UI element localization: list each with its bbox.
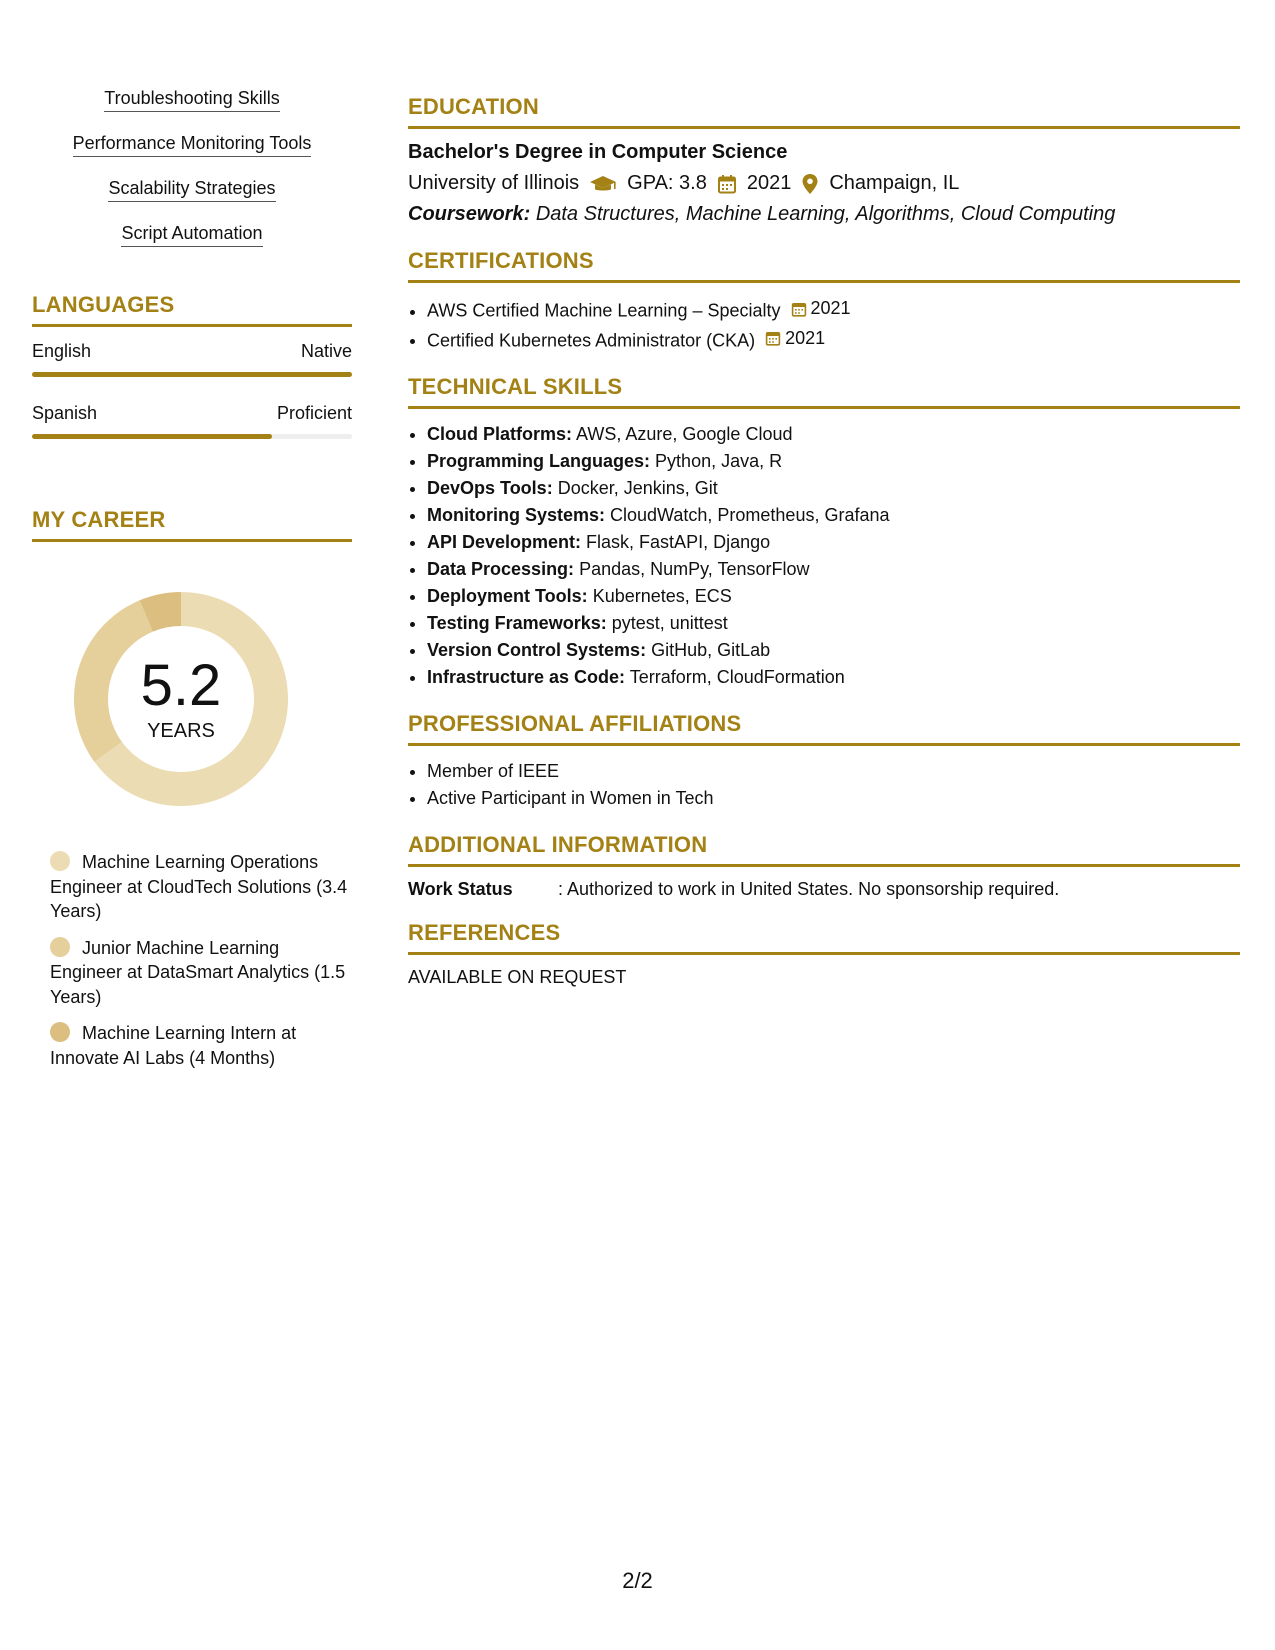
technical-skills-section (408, 374, 1240, 691)
skill-item: Performance Monitoring Tools (73, 131, 312, 157)
skill-values: Pandas, NumPy, TensorFlow (579, 559, 810, 579)
calendar-icon (791, 301, 807, 317)
legend-dot-icon (50, 1022, 70, 1042)
skill-values: pytest, unittest (611, 613, 728, 633)
skills-list (32, 86, 352, 266)
language-level: Native (300, 341, 352, 361)
coursework-value: Data Structures, Machine Learning, Algorithms, Cloud Computing (535, 203, 1116, 225)
skill-category: DevOps Tools: (427, 478, 553, 498)
career-role: Machine Learning Operations Engineer at CloudTech Solutions (3.4 Years) (50, 852, 348, 921)
work-status-label: Work Status (408, 879, 513, 899)
calendar-icon (717, 174, 737, 194)
career-donut (66, 584, 296, 814)
certification-name: Certified Kubernetes Administrator (CKA) (427, 330, 756, 350)
degree: Bachelor's Degree in Computer Science (408, 141, 788, 163)
affiliation-item: • Member of IEEE (427, 758, 1240, 785)
languages-title: LANGUAGES (32, 292, 352, 327)
school: University of Illinois (408, 172, 580, 194)
skill-category: Infrastructure as Code: (427, 667, 626, 687)
certification-name: AWS Certified Machine Learning – Specialty (427, 300, 781, 321)
education-section (408, 94, 1240, 226)
language-bar-fill (32, 434, 272, 439)
references-title: REFERENCES (408, 920, 1240, 955)
skill-item: Troubleshooting Skills (104, 86, 279, 112)
gpa: GPA: 3.8 (627, 172, 707, 194)
calendar-icon (765, 330, 781, 346)
skill-row (427, 502, 1240, 529)
left-column (32, 86, 352, 1082)
language-name: Spanish (32, 403, 98, 423)
graduation-year: 2021 (746, 172, 792, 194)
coursework (408, 203, 1240, 226)
certifications-section (408, 248, 1240, 354)
career-total: 5.2 (140, 652, 222, 718)
certification-item (427, 325, 1240, 355)
work-status (408, 879, 1240, 900)
career-section (32, 507, 352, 1070)
additional-info-title: ADDITIONAL INFORMATION (408, 832, 1240, 867)
skill-category: Deployment Tools: (427, 586, 588, 606)
education-title: EDUCATION (408, 94, 1240, 129)
skill-row (427, 637, 1240, 664)
skill-values: Kubernetes, ECS (592, 586, 732, 606)
skill-category: Programming Languages: (427, 451, 651, 471)
skill-values: AWS, Azure, Google Cloud (576, 424, 793, 444)
right-column (408, 94, 1240, 1008)
skill-row (427, 421, 1240, 448)
affiliation-item: • Active Participant in Women in Tech (427, 785, 1240, 812)
technical-skills-list (408, 421, 1240, 691)
affiliations-title: PROFESSIONAL AFFILIATIONS (408, 711, 1240, 746)
skill-row (427, 475, 1240, 502)
career-title: MY CAREER (32, 507, 352, 542)
language-item (32, 341, 352, 377)
language-level: Proficient (276, 403, 352, 423)
career-legend-item (50, 850, 350, 924)
languages-section (32, 292, 352, 439)
technical-skills-title: TECHNICAL SKILLS (408, 374, 1240, 409)
skill-category: Data Processing: (427, 559, 575, 579)
language-bar-fill (32, 372, 352, 377)
career-legend-item (50, 936, 350, 1010)
location-pin-icon (801, 173, 819, 195)
affiliations-section (408, 711, 1240, 812)
skill-row (427, 556, 1240, 583)
career-legend (32, 850, 350, 1070)
skill-values: Docker, Jenkins, Git (557, 478, 718, 498)
certification-year: 2021 (785, 327, 826, 348)
skill-row (427, 610, 1240, 637)
language-item (32, 403, 352, 439)
certifications-list (408, 295, 1240, 354)
location: Champaign, IL (829, 172, 960, 194)
language-bar (32, 372, 352, 377)
skill-category: Testing Frameworks: (427, 613, 607, 633)
skill-category: API Development: (427, 532, 582, 552)
skill-row (427, 583, 1240, 610)
affiliations-list (408, 758, 1240, 812)
graduation-cap-icon (589, 174, 617, 194)
legend-dot-icon (50, 937, 70, 957)
career-unit: YEARS (147, 719, 215, 742)
legend-dot-icon (50, 851, 70, 871)
education-details (408, 172, 1240, 195)
skill-item: Script Automation (121, 221, 262, 247)
skill-values: GitHub, GitLab (651, 640, 771, 660)
skill-values: Python, Java, R (655, 451, 783, 471)
certification-year: 2021 (810, 298, 851, 318)
certifications-title: CERTIFICATIONS (408, 248, 1240, 283)
language-name: English (32, 341, 92, 361)
skill-values: Flask, FastAPI, Django (586, 532, 771, 552)
skill-category: Cloud Platforms: (427, 424, 573, 444)
skill-row (427, 529, 1240, 556)
certification-item (427, 295, 1240, 325)
references-text: AVAILABLE ON REQUEST (408, 967, 627, 987)
skill-row (427, 448, 1240, 475)
skill-values: Terraform, CloudFormation (629, 667, 845, 687)
skill-category: Monitoring Systems: (427, 505, 606, 525)
skill-values: CloudWatch, Prometheus, Grafana (610, 505, 890, 525)
skill-item: Scalability Strategies (108, 176, 275, 202)
skill-category: Version Control Systems: (427, 640, 647, 660)
career-legend-item (50, 1021, 350, 1070)
career-role: Junior Machine Learning Engineer at DataSmart Analytics (1.5 Years) (50, 937, 346, 1007)
page-number: 2/2 (622, 1568, 653, 1593)
references-section (408, 920, 1240, 988)
career-role: Machine Learning Intern at Innovate AI Labs (4 Months) (50, 1023, 297, 1068)
work-status-value: : Authorized to work in United States. No sponsorship required. (558, 879, 1060, 899)
skill-row (427, 664, 1240, 691)
language-bar (32, 434, 352, 439)
coursework-label: Coursework: (408, 203, 531, 225)
additional-info-section (408, 832, 1240, 900)
